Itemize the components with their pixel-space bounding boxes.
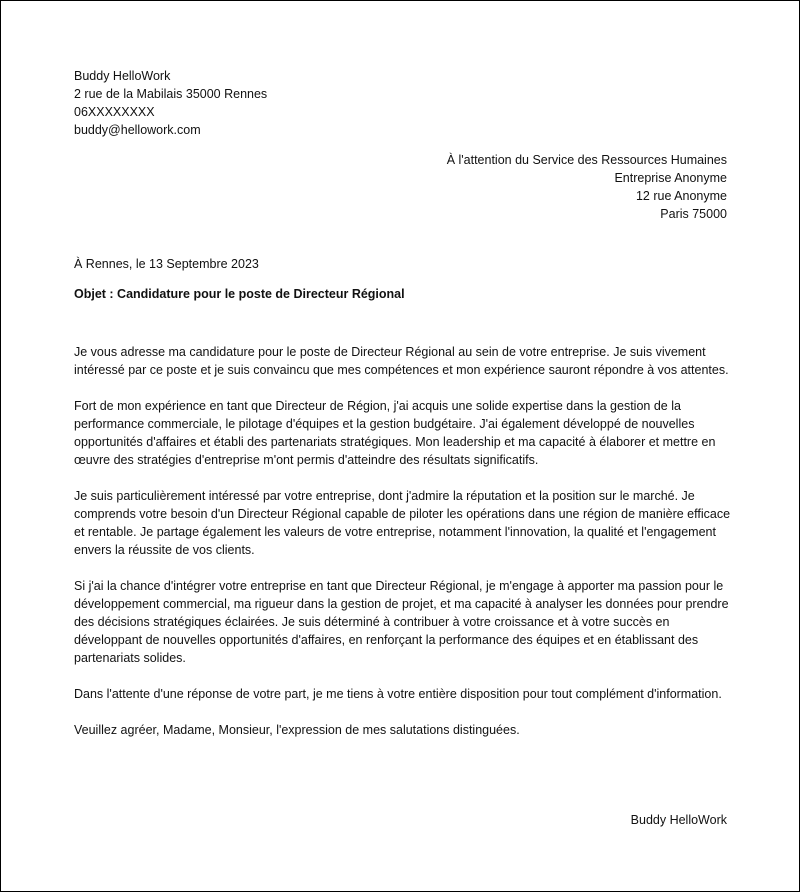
paragraph-experience: Fort de mon expérience en tant que Directeur de Région, j'ai acquis une solide expertise dans la gestion de la performance commerciale, le pilotage d'équipes et la gestion budgétaire. J'ai également développé de nouvelles opportunités d'affaires et établi des partenariats stratégiques. Mon leadership et ma capacité à élaborer et mettre en œuvre des stratégies d'entreprise m'ont permis d'atteindre des résultats significatifs.: [74, 399, 716, 467]
recipient-block: [447, 151, 727, 223]
signature: Buddy HelloWork: [630, 813, 727, 827]
recipient-city: Paris 75000: [660, 207, 727, 221]
recipient-company: Entreprise Anonyme: [614, 171, 727, 185]
paragraph-closing: Veuillez agréer, Madame, Monsieur, l'expression de mes salutations distinguées.: [74, 723, 520, 737]
paragraph-company-interest: Je suis particulièrement intéressé par votre entreprise, dont j'admire la réputation et la position sur le marché. Je comprends votre besoin d'un Directeur Régional capable de piloter les opérations dans une région de manière efficace et rentable. Je partage également les valeurs de votre entreprise, notamment l'innovation, la qualité et l'engagement envers la réussite de vos clients.: [74, 489, 731, 557]
sender-name: Buddy HelloWork: [74, 69, 171, 83]
letter-body: [74, 343, 734, 757]
recipient-street: 12 rue Anonyme: [635, 189, 727, 203]
sender-phone: 06XXXXXXXX: [74, 105, 155, 119]
sender-address: 2 rue de la Mabilais 35000 Rennes: [74, 87, 268, 101]
subject-line: Objet : Candidature pour le poste de Directeur Régional: [74, 287, 405, 301]
sender-email: buddy@hellowork.com: [74, 123, 201, 137]
paragraph-commitment: Si j'ai la chance d'intégrer votre entreprise en tant que Directeur Régional, je m'engage à apporter ma passion pour le développement commercial, ma rigueur dans la gestion de projet, et ma capacité à analyser les données pour prendre des décisions stratégiques éclairées. Je suis déterminé à contribuer à votre croissance et à votre succès en développant de nouvelles opportunités d'affaires, en renforçant la performance des équipes et en établissant des partenariats solides.: [74, 579, 729, 665]
paragraph-availability: Dans l'attente d'une réponse de votre part, je me tiens à votre entière disposition pour tout complément d'information.: [74, 687, 722, 701]
recipient-attention: À l'attention du Service des Ressources Humaines: [446, 153, 727, 167]
date-line: À Rennes, le 13 Septembre 2023: [74, 257, 259, 271]
sender-block: [74, 67, 267, 139]
paragraph-intro: Je vous adresse ma candidature pour le poste de Directeur Régional au sein de votre entreprise. Je suis vivement intéressé par ce poste et je suis convaincu que mes compétences et mon expérience sauront répondre à vos attentes.: [74, 345, 729, 377]
